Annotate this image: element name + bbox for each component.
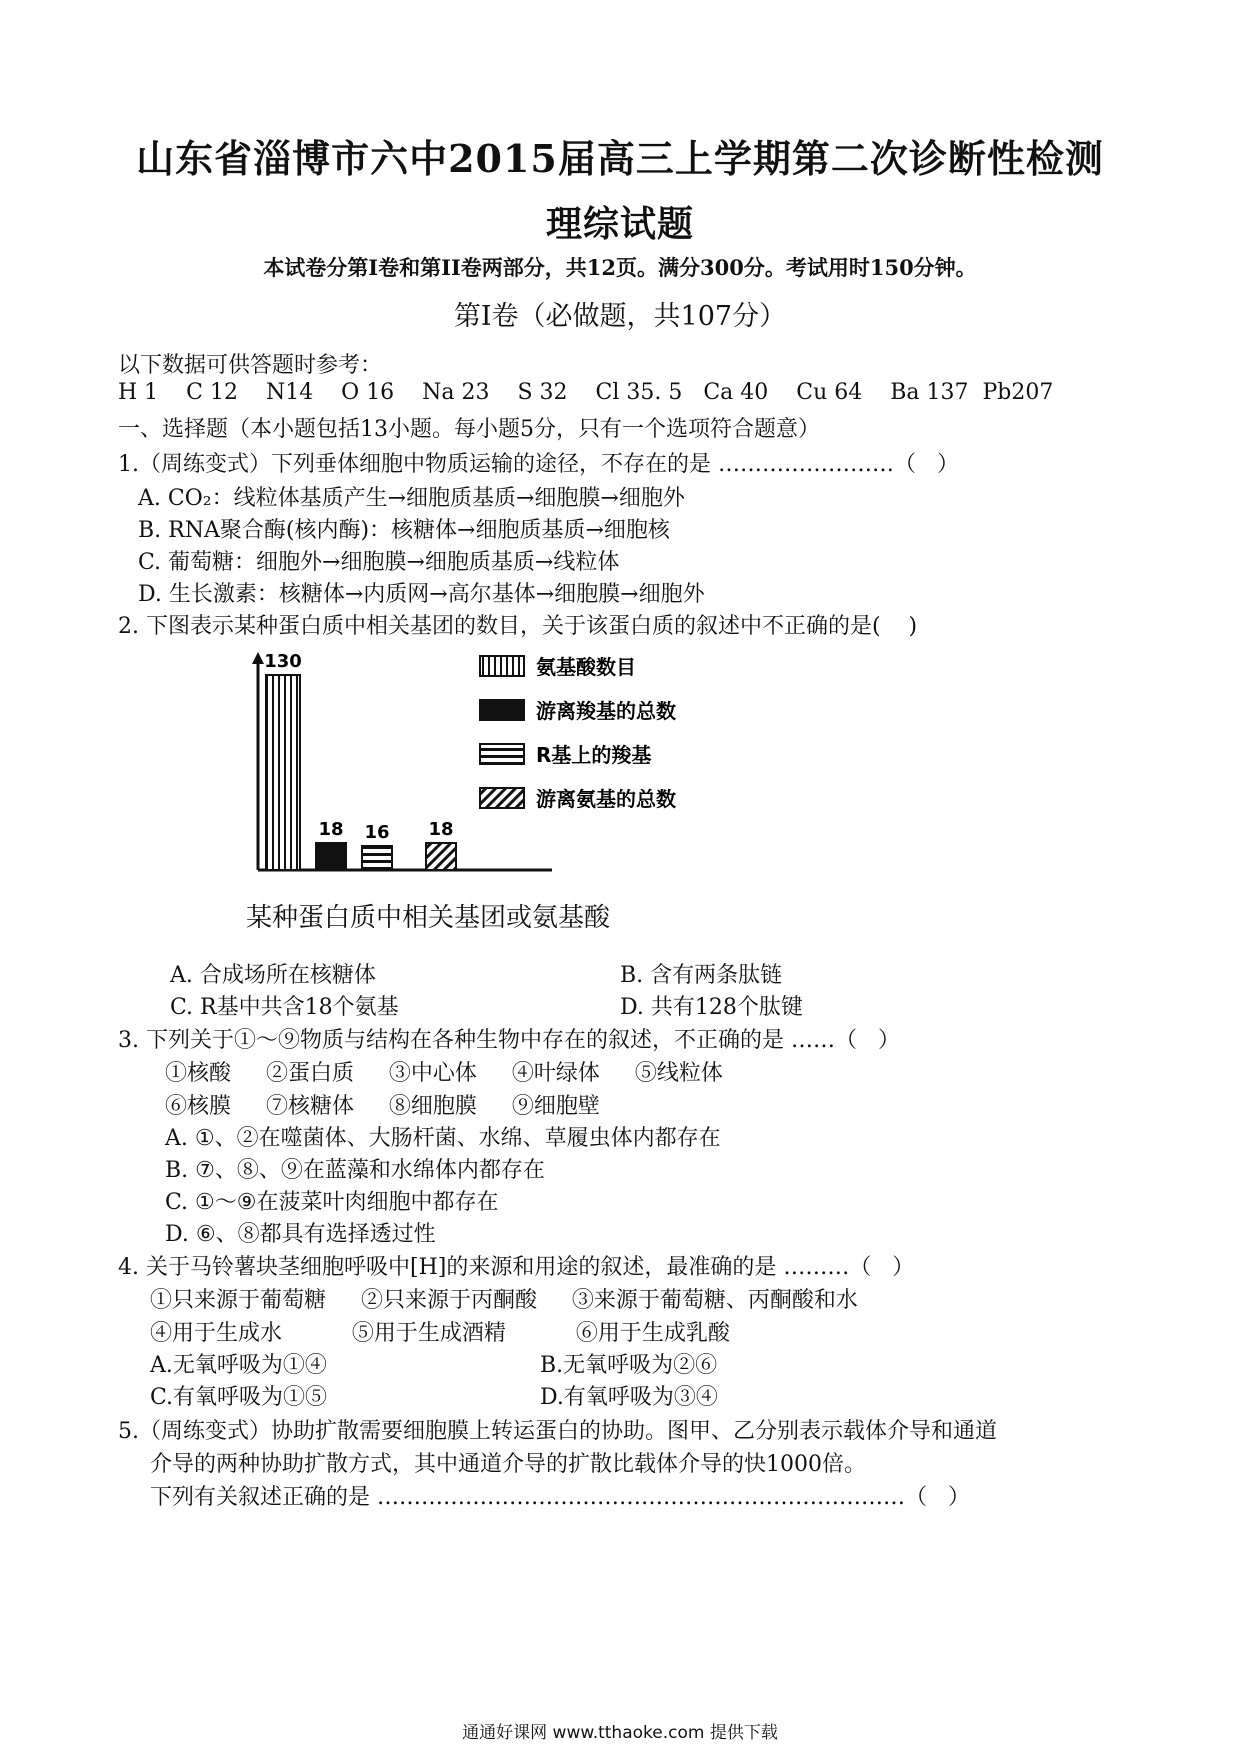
part1-heading: 一、选择题（本小题包括13小题。每小题5分，只有一个选项符合题意） — [118, 417, 820, 442]
q3-items-row2: ⑥核膜 ⑦核糖体 ⑧细胞膜 ⑨细胞壁 — [165, 1094, 600, 1119]
section-heading: 第Ⅰ卷（必做题，共107分） — [453, 301, 787, 332]
bar-value-label-4: 18 — [428, 819, 454, 840]
exam-subtitle: 理综试题 — [545, 203, 694, 245]
q5-stem-line2: 介导的两种协助扩散方式，其中通道介导的扩散比载体介导的快1000倍。 — [150, 1452, 866, 1477]
q4-option-b: B.无氧呼吸为②⑥ — [540, 1353, 718, 1378]
q2-stem: 2. 下图表示某种蛋白质中相关基团的数目，关于该蛋白质的叙述中不正确的是( ) — [118, 614, 918, 639]
legend-swatch-2 — [480, 700, 524, 720]
q5-stem-line3: 下列有关叙述正确的是 ………………………………………………………………（ ） — [150, 1485, 970, 1510]
q4-option-a: A.无氧呼吸为①④ — [150, 1353, 327, 1378]
exam-title: 山东省淄博市六中2015届高三上学期第二次诊断性检测 — [136, 136, 1104, 181]
bar-3 — [362, 846, 392, 870]
q2-option-d: D. 共有128个肽键 — [620, 995, 803, 1020]
q1-option-a: A. CO₂：线粒体基质产生→细胞质基质→细胞膜→细胞外 — [138, 486, 685, 511]
legend-label-2: 游离羧基的总数 — [536, 699, 676, 723]
q4-option-d: D.有氧呼吸为③④ — [540, 1385, 718, 1410]
legend-swatch-3 — [480, 744, 524, 764]
bar-value-label-3: 16 — [364, 822, 390, 843]
q3-option-d: D. ⑥、⑧都具有选择透过性 — [165, 1222, 436, 1247]
q3-option-c: C. ①～⑨在菠菜叶肉细胞中都存在 — [165, 1190, 499, 1215]
q5-stem-line1: 5.（周练变式）协助扩散需要细胞膜上转运蛋白的协助。图甲、乙分别表示载体介导和通道 — [118, 1419, 997, 1444]
reference-label: 以下数据可供答题时参考： — [118, 353, 383, 378]
bar-4 — [426, 843, 456, 870]
bar-value-label-1: 130 — [264, 651, 302, 672]
q4-items-row1: ①只来源于葡萄糖 ②只来源于丙酮酸 ③来源于葡萄糖、丙酮酸和水 — [150, 1288, 858, 1313]
q3-option-b: B. ⑦、⑧、⑨在蓝藻和水绵体内都存在 — [165, 1158, 545, 1183]
atomic-masses: H 1 C 12 N14 O 16 Na 23 S 32 Cl 35. 5 Ca 40 Cu 64 Ba 137 Pb207 — [118, 380, 1054, 405]
legend-label-1: 氨基酸数目 — [536, 655, 636, 679]
y-axis-arrow — [252, 652, 264, 664]
legend-swatch-4 — [480, 788, 524, 808]
q1-option-c: C. 葡萄糖：细胞外→细胞膜→细胞质基质→线粒体 — [138, 550, 620, 575]
q2-option-c: C. R基中共含18个氨基 — [170, 995, 399, 1020]
legend-swatch-1 — [480, 656, 524, 676]
q4-option-c: C.有氧呼吸为①⑤ — [150, 1385, 328, 1410]
q3-stem: 3. 下列关于①～⑨物质与结构在各种生物中存在的叙述，不正确的是 ……（ ） — [118, 1028, 900, 1053]
q3-items-row1: ①核酸 ②蛋白质 ③中心体 ④叶绿体 ⑤线粒体 — [165, 1061, 723, 1086]
bar-1 — [266, 675, 300, 870]
q1-option-b: B. RNA聚合酶(核内酶)：核糖体→细胞质基质→细胞核 — [138, 518, 670, 543]
q4-stem: 4. 关于马铃薯块茎细胞呼吸中[H]的来源和用途的叙述，最准确的是 ………（ ） — [118, 1255, 915, 1280]
bar-value-label-2: 18 — [318, 819, 344, 840]
q1-option-d: D. 生长激素：核糖体→内质网→高尔基体→细胞膜→细胞外 — [138, 582, 705, 607]
q4-items-row2: ④用于生成水 ⑤用于生成酒精 ⑥用于生成乳酸 — [150, 1321, 730, 1346]
exam-intro: 本试卷分第Ⅰ卷和第II卷两部分，共12页。满分300分。考试用时150分钟。 — [263, 255, 977, 280]
bar-2 — [316, 843, 346, 870]
page-footer: 通通好课网 www.tthaoke.com 提供下载 — [462, 1723, 778, 1743]
q1-stem: 1.（周练变式）下列垂体细胞中物质运输的途径，不存在的是 ……………………（ ） — [118, 452, 959, 477]
q2-option-a: A. 合成场所在核糖体 — [170, 963, 376, 988]
legend-label-3: R基上的羧基 — [536, 743, 652, 767]
protein-group-chart — [236, 650, 796, 950]
q3-option-a: A. ①、②在噬菌体、大肠杆菌、水绵、草履虫体内都存在 — [165, 1126, 721, 1151]
legend-label-4: 游离氨基的总数 — [536, 787, 676, 811]
q2-option-b: B. 含有两条肽链 — [620, 963, 783, 988]
chart-title: 某种蛋白质中相关基团或氨基酸 — [246, 903, 611, 933]
